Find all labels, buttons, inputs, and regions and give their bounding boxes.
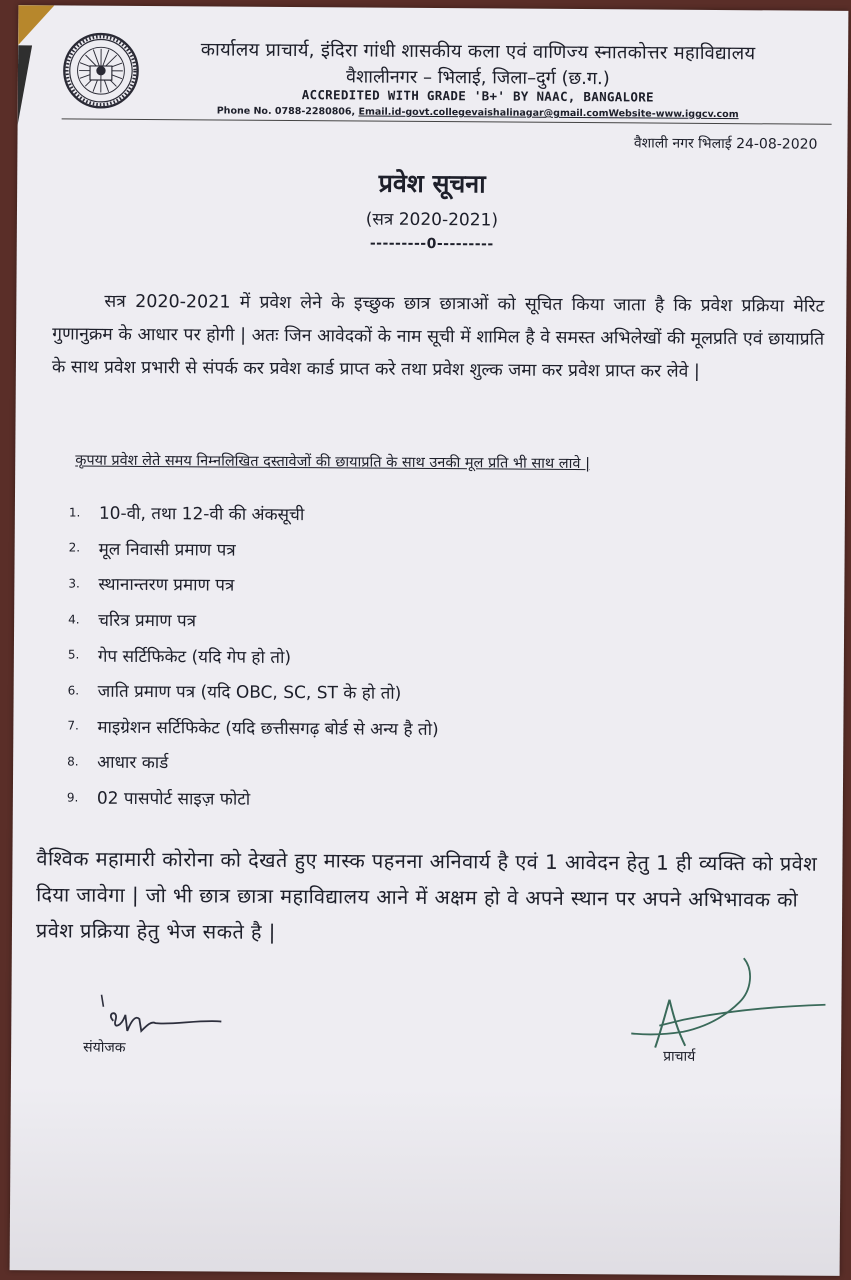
paper-bottom-shade xyxy=(10,1085,841,1276)
list-item: 1. 10-वी, तथा 12-वी की अंकसूची xyxy=(65,494,825,535)
list-item: 3. स्थानान्तरण प्रमाण पत्र xyxy=(64,566,824,607)
header-phone: Phone No. 0788-2280806, xyxy=(216,105,356,118)
document-name: माइग्रेशन सर्टिफिकेट (यदि छत्तीसगढ़ बोर्ड से अन्य है तो) xyxy=(97,717,439,740)
paper-edge-shadow xyxy=(18,45,59,125)
college-emblem-icon xyxy=(62,31,141,110)
documents-instruction: कृपया प्रवेश लेते समय निम्नलिखित दस्तावेजों की छायाप्रति के साथ उनकी मूल प्रति भी साथ लावे | xyxy=(75,452,591,473)
notice-paper xyxy=(10,5,849,1276)
list-item: 9. 02 पासपोर्ट साइज़ फोटो xyxy=(63,779,823,820)
list-item: 5. गेप सर्टिफिकेट (यदि गेप हो तो) xyxy=(64,637,824,678)
header-accreditation: ACCREDITED WITH GRADE 'B+' BY NAAC, BANGALORE xyxy=(301,87,654,105)
documents-list xyxy=(63,494,825,820)
header-website-link[interactable]: Website-www.iggcv.com xyxy=(608,108,739,121)
notice-session: (सत्र 2020-2021) xyxy=(365,209,499,231)
list-item: 4. चरित्र प्रमाण पत्र xyxy=(64,601,824,642)
document-name: जाति प्रमाण पत्र (यदि OBC, SC, ST के हो तो) xyxy=(97,681,402,705)
document-name: गेप सर्टिफिकेट (यदि गेप हो तो) xyxy=(97,646,292,668)
list-item: 8. आधार कार्ड xyxy=(63,744,823,785)
notice-date: वैशाली नगर भिलाई 24-08-2020 xyxy=(633,135,818,153)
principal-signature-icon xyxy=(611,949,842,1061)
list-item: 2. मूल निवासी प्रमाण पत्र xyxy=(65,530,825,571)
intro-paragraph: सत्र 2020-2021 में प्रवेश लेने के इच्छुक छात्र छात्राओं को सूचित किया जाता है कि प्रवेश प्रक्रिया मेरिट गुणानुक्रम के आधार पर होगी | अतः जिन आवेदकों के नाम सूची में शामिल है वे समस्त अभिलेखों की मूलप्रति एवं छायाप्रति के साथ प्रवेश प्रभारी से संपर्क कर प्रवेश कार्ड प्राप्त करे तथा प्रवेश शुल्क जमा कर प्रवेश प्राप्त कर लेवे | xyxy=(51,291,825,382)
principal-label: प्राचार्य xyxy=(663,1048,696,1065)
coordinator-signature-icon xyxy=(91,991,231,1042)
list-item: 6. जाति प्रमाण पत्र (यदि OBC, SC, ST के हो तो) xyxy=(64,672,824,713)
notice-title: प्रवेश सूचना xyxy=(378,168,486,199)
header-email-link[interactable]: Email.id-govt.collegevaishalinagar@gmail.com xyxy=(358,106,609,120)
document-name: आधार कार्ड xyxy=(97,753,169,774)
header-office-line: कार्यालय प्राचार्य, इंदिरा गांधी शासकीय कला एवं वाणिज्य स्नातकोत्तर महाविद्यालय xyxy=(200,39,756,65)
header-address-line: वैशालीनगर – भिलाई, जिला–दुर्ग (छ.ग.) xyxy=(345,66,610,90)
header-contact-line xyxy=(138,105,818,121)
list-item: 7. माइग्रेशन सर्टिफिकेट (यदि छत्तीसगढ़ बोर्ड से अन्य है तो) xyxy=(63,708,823,749)
document-name: मूल निवासी प्रमाण पत्र xyxy=(98,539,236,561)
coordinator-label: संयोजक xyxy=(83,1039,126,1056)
document-name: 10-वी, तथा 12-वी की अंकसूची xyxy=(98,503,305,526)
document-name: स्थानान्तरण प्रमाण पत्र xyxy=(98,575,235,597)
closing-paragraph: वैश्विक महामारी कोरोना को देखते हुए मास्क पहनना अनिवार्य है एवं 1 आवेदन हेतु 1 ही व्यक्ति को प्रवेश दिया जावेगा | जो भी छात्र छात्रा महाविद्यालय आने में अक्षम हो वे अपने स्थान पर अपने अभिभावक को प्रवेश प्रक्रिया हेतु भेज सकते है | xyxy=(35,846,818,944)
document-name: 02 पासपोर्ट साइज़ फोटो xyxy=(96,788,251,810)
title-divider: ---------0--------- xyxy=(369,235,494,253)
paper-corner-shadow xyxy=(18,5,54,45)
document-name: चरित्र प्रमाण पत्र xyxy=(98,610,197,632)
